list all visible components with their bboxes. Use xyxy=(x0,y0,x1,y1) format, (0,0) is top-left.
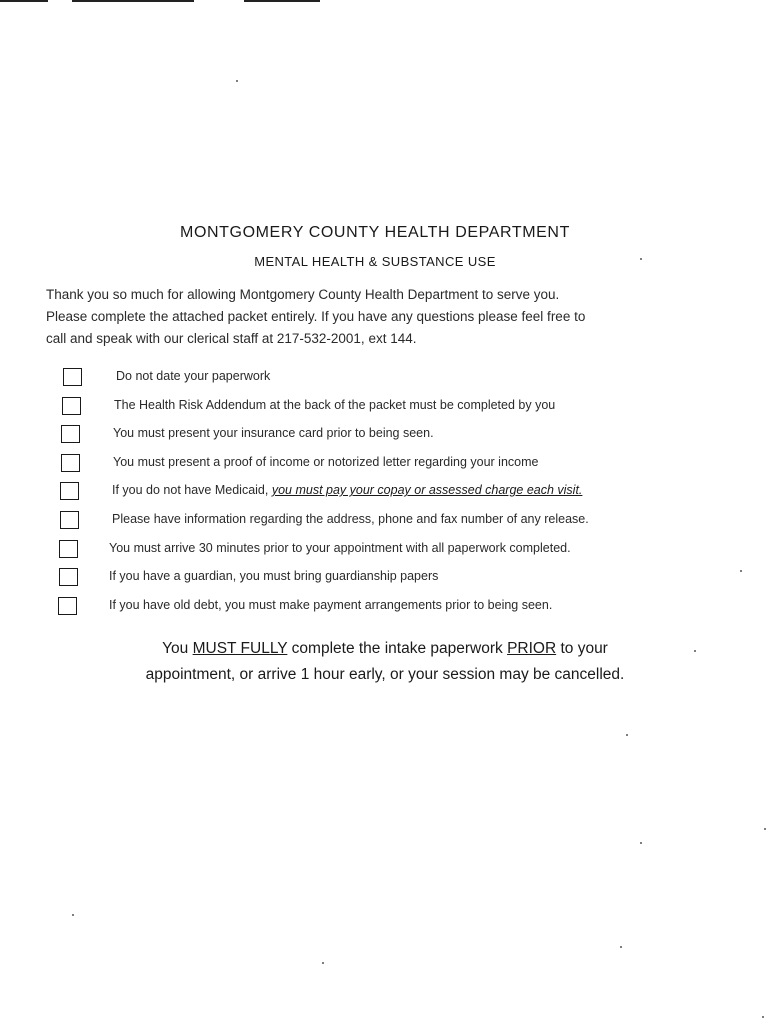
closing-text: complete the intake paperwork xyxy=(287,640,508,657)
closing-line: appointment, or arrive 1 hour early, or your session may be cancelled. xyxy=(145,666,625,683)
checkbox[interactable] xyxy=(60,482,79,500)
checklist-item xyxy=(0,394,770,423)
top-scan-artifact-1 xyxy=(0,0,48,2)
scan-speck xyxy=(72,914,74,916)
checklist-item-label: You must arrive 30 minutes prior to your appointment with all paperwork completed. xyxy=(109,540,571,555)
checklist-item xyxy=(0,594,770,623)
checklist-item xyxy=(0,479,770,508)
intro-paragraph xyxy=(46,284,706,350)
top-scan-artifact-2 xyxy=(72,0,194,2)
scan-speck xyxy=(764,828,766,830)
must-fully-emphasis: MUST FULLY xyxy=(192,640,288,657)
scan-speck xyxy=(620,946,622,948)
checkbox[interactable] xyxy=(59,540,78,558)
intro-line: Please complete the attached packet entirely. If you have any questions please feel free to xyxy=(46,309,586,324)
checklist-item-label: Please have information regarding the address, phone and fax number of any release. xyxy=(112,511,589,526)
document-subtitle: MENTAL HEALTH & SUBSTANCE USE xyxy=(254,254,496,269)
checklist-item-label: Do not date your paperwork xyxy=(116,369,271,383)
scan-speck xyxy=(236,80,238,82)
intro-line: Thank you so much for allowing Montgomery County Health Department to serve you. xyxy=(46,287,560,302)
checkbox[interactable] xyxy=(61,454,80,472)
checkbox[interactable] xyxy=(59,568,78,586)
checkbox[interactable] xyxy=(58,597,77,615)
top-scan-artifact-3 xyxy=(244,0,320,2)
scan-speck xyxy=(762,1016,764,1018)
medicaid-condition-text: If you do not have Medicaid, xyxy=(112,483,272,498)
copay-requirement-text: you must pay your copay or assessed charge each visit. xyxy=(271,483,583,498)
checklist-item-label: You must present a proof of income or notorized letter regarding your income xyxy=(113,454,539,469)
checklist-item xyxy=(0,451,770,480)
prior-emphasis: PRIOR xyxy=(507,640,557,657)
closing-notice xyxy=(0,636,770,688)
checklist-item xyxy=(0,422,770,451)
scan-speck xyxy=(626,734,628,736)
checklist-item xyxy=(0,365,770,394)
checkbox[interactable] xyxy=(61,425,80,443)
checklist-item-label xyxy=(112,483,582,497)
checkbox[interactable] xyxy=(63,368,82,386)
checklist-item-label: If you have a guardian, you must bring guardianship papers xyxy=(109,569,439,584)
checklist-item xyxy=(0,537,770,566)
intro-line: call and speak with our clerical staff at 217-532-2001, ext 144. xyxy=(46,331,417,346)
closing-text: to your xyxy=(556,640,608,657)
scan-speck xyxy=(640,842,642,844)
checklist-item xyxy=(0,508,770,537)
checkbox[interactable] xyxy=(62,397,81,415)
checkbox[interactable] xyxy=(60,511,79,529)
checklist-item-label: You must present your insurance card prior to being seen. xyxy=(113,426,434,441)
closing-line xyxy=(0,636,770,662)
scan-speck xyxy=(322,962,324,964)
checklist-item xyxy=(0,565,770,594)
closing-text: You xyxy=(162,640,193,657)
document-title: MONTGOMERY COUNTY HEALTH DEPARTMENT xyxy=(180,224,570,241)
checklist-item-label: The Health Risk Addendum at the back of the packet must be completed by you xyxy=(114,397,556,412)
requirements-checklist xyxy=(0,365,770,622)
checklist-item-label: If you have old debt, you must make payment arrangements prior to being seen. xyxy=(109,597,553,612)
